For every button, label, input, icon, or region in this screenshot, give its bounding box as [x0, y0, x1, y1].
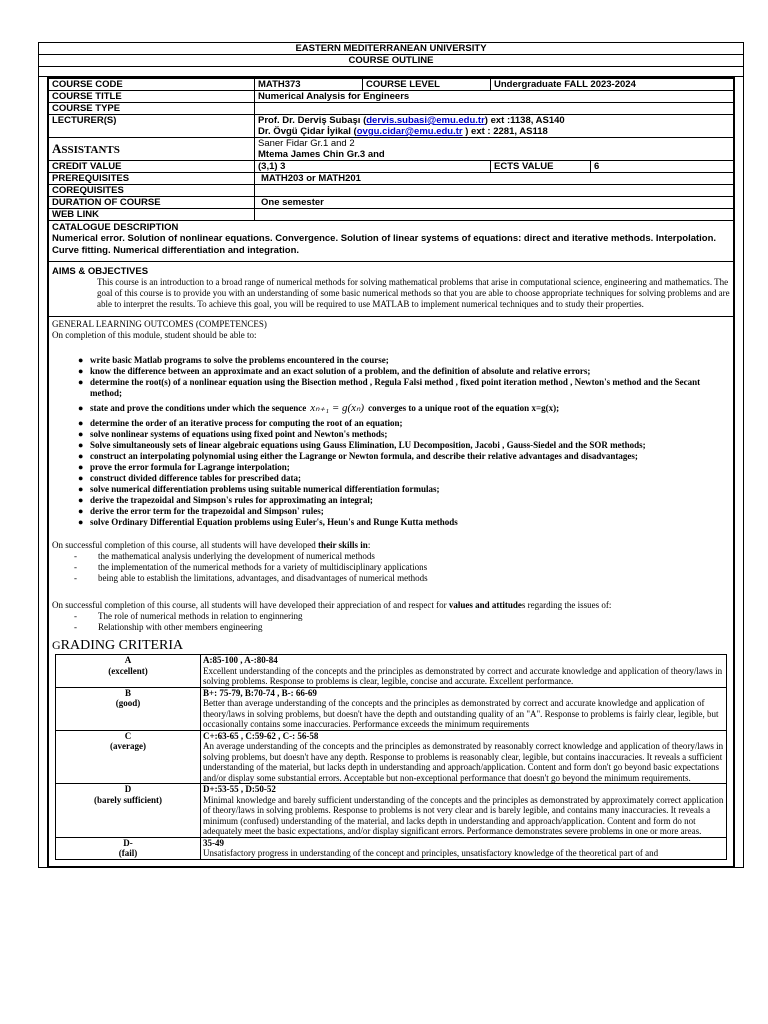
outcome-text: know the difference between an approximate and an exact solution of a problem, and the definition of absolute and relative errors; [90, 366, 591, 376]
bullet-icon: ● [78, 355, 84, 365]
course-info-table [48, 78, 734, 221]
document-header [39, 43, 743, 77]
value-text: The role of numerical methods in relation to enginnering [98, 611, 303, 621]
outcome-item [78, 377, 730, 399]
outcome-item [78, 462, 730, 473]
ects-value: 6 [591, 161, 734, 173]
skills-intro [52, 540, 730, 551]
sequence-equation: xₙ₊₁ = g(xₙ) [310, 402, 365, 414]
credit-value: (3,1) 3 [255, 161, 491, 173]
outcome-item [78, 495, 730, 506]
row-duration [49, 197, 734, 209]
grade-label: (average) [110, 741, 146, 751]
aims-title: AIMS & OBJECTIVES [52, 266, 149, 277]
outcome-item [78, 355, 730, 366]
lecturers-label: LECTURER(S) [49, 115, 255, 138]
outcome-item [78, 473, 730, 484]
prereq-label: PREREQUISITES [49, 173, 255, 185]
course-code-label: COURSE CODE [49, 79, 255, 91]
grade-desc-cell [201, 687, 727, 730]
course-level-label: COURSE LEVEL [363, 79, 491, 91]
grade-row [56, 784, 727, 838]
bullet-icon: ● [78, 418, 84, 428]
weblink-value[interactable] [255, 209, 734, 221]
course-title-label: COURSE TITLE [49, 91, 255, 103]
sequence-text-after: converges to a unique root of the equation x=g(x); [368, 403, 560, 413]
grade-range: 35-49 [203, 837, 224, 848]
lecturer-1-contact: ) ext :1138, AS140 [484, 115, 565, 126]
dash-icon: - [74, 551, 77, 561]
row-course-code [49, 79, 734, 91]
value-item [74, 622, 730, 633]
grade-range: D+:53-55 , D:50-52 [203, 784, 276, 794]
grade-cell [56, 837, 201, 859]
weblink-label: WEB LINK [49, 209, 255, 221]
aims-section [48, 262, 734, 317]
sequence-text-before: state and prove the conditions under which the sequence [90, 403, 307, 413]
bullet-icon: ● [78, 473, 84, 483]
grade-letter: D- [123, 837, 133, 848]
grade-row [56, 687, 727, 730]
outcome-text: derive the error term for the trapezoidal and Simpson' rules; [90, 506, 324, 516]
outcomes-intro: On completion of this module, student should be able to: [52, 330, 257, 340]
skill-item [74, 562, 730, 573]
dash-icon: - [74, 611, 77, 621]
catalogue-section [48, 221, 734, 262]
skill-text: being able to establish the limitations, advantages, and disadvantages of numerical methods [98, 573, 428, 583]
course-level-value: Undergraduate FALL 2023-2024 [491, 79, 734, 91]
bullet-icon: ● [78, 366, 84, 376]
grade-range: B+: 75-79, B:70-74 , B-: 66-69 [203, 687, 317, 698]
outcome-item-sequence [78, 403, 730, 414]
aims-text: This course is an introduction to a broad range of numerical methods for solving mathematical problems that arise in computational science, engineering and mathematics. The goal of this course is to provide you with an understanding of some basic numerical methods so that you are able to choose appropriate techniques for solving problems and are able to interpret the results. To achieve this goal, you will be required to use MATLAB to implement numerical techniques and to study their properties. [97, 277, 730, 309]
skill-text: the implementation of the numerical methods for a variety of multidisciplinary applications [98, 562, 428, 572]
grade-description: An average understanding of the concepts and the principles as demonstrated by reasonably correct knowledge and application of theory/laws in solving problems, but doesn't have any depth. Response to problems is reasonably clear, legible, but contains inaccuracies. It reveals a sufficient understanding of the material, but lacks depth in understanding and approach/application. Content and form don't go beyond basic expectations and/or display some substantial errors. Acceptable but non-exceptional performance that doesn't go beyond the minimum requirements. [203, 741, 724, 783]
outcome-text: derive the trapezoidal and Simpson's rules for approximating an integral; [90, 495, 373, 505]
grade-row [56, 655, 727, 688]
values-intro-end: s regarding the issues of: [521, 600, 612, 610]
row-course-title [49, 91, 734, 103]
grade-label: (barely sufficient) [93, 794, 163, 805]
outcome-text: write basic Matlab programs to solve the problems encountered in the course; [90, 355, 389, 365]
outline-frame [38, 42, 744, 868]
lecturer-1 [258, 115, 730, 126]
university-name: EASTERN MEDITERRANEAN UNIVERSITY [39, 43, 743, 55]
grade-label: (good) [115, 698, 141, 708]
outcome-text: prove the error formula for Lagrange interpolation; [90, 462, 290, 472]
value-text: Relationship with other members engineering [98, 622, 263, 632]
ects-label: ECTS VALUE [491, 161, 591, 173]
row-prerequisites [49, 173, 734, 185]
lecturer-1-email-link[interactable]: dervis.subasi@emu.edu.tr [366, 115, 485, 126]
lecturer-1-name: Prof. Dr. Derviş Subaşı ( [258, 115, 367, 126]
skills-intro-text: On successful completion of this course, all students will have developed [52, 540, 318, 550]
credit-label: CREDIT VALUE [49, 161, 255, 173]
values-intro-text: On successful completion of this course, all students will have developed their appreciation of and respect for [52, 600, 449, 610]
grade-cell [56, 655, 201, 688]
course-outline-page [38, 42, 744, 868]
skills-intro-end: : [367, 540, 371, 550]
grade-letter: C [124, 730, 132, 741]
bullet-icon: ● [78, 440, 84, 450]
course-title-value: Numerical Analysis for Engineers [255, 91, 734, 103]
grade-range: C+:63-65 , C:59-62 , C-: 56-58 [203, 730, 319, 741]
document-title: COURSE OUTLINE [39, 55, 743, 67]
outcome-text: solve numerical differentiation problems using suitable numerical differentiation formulas; [90, 484, 440, 494]
grading-title-initial: G [52, 638, 61, 652]
outcome-item [78, 429, 730, 440]
lecturer-2 [258, 126, 730, 137]
grade-desc-cell [201, 837, 727, 859]
lecturer-2-name: Dr. Övgü Çidar İyikal ( [258, 126, 357, 137]
assistant-1: Saner Fidar Gr.1 and 2 [258, 138, 355, 149]
duration-label: DURATION OF COURSE [49, 197, 255, 209]
outcome-text: determine the root(s) of a nonlinear equation using the Bisection method , Regula Falsi method , fixed point iteration method , Newton's method and the Secant method; [90, 377, 701, 398]
coreq-value [255, 185, 734, 197]
outcome-text [90, 403, 559, 414]
outcome-text: solve nonlinear systems of equations using fixed point and Newton's methods; [90, 429, 388, 439]
outcome-item [78, 506, 730, 517]
duration-value: One semester [255, 197, 734, 209]
skill-item [74, 573, 730, 584]
outcome-item [78, 451, 730, 462]
row-lecturers [49, 115, 734, 138]
grade-row [56, 730, 727, 784]
bullet-icon: ● [78, 462, 84, 472]
outcome-text: construct an interpolating polynomial using either the Lagrange or Newton formula, and describe their relative advantages and disadvantages; [90, 451, 638, 461]
course-type-label: COURSE TYPE [49, 103, 255, 115]
row-weblink [49, 209, 734, 221]
row-credit [49, 161, 734, 173]
assistants-label-rest: SSISTANTS [61, 143, 120, 156]
outcome-text: Solve simultaneously sets of linear algebraic equations using Gauss Elimination, LU Decomposition, Jacobi , Gauss-Siedel and the SOR methods; [90, 440, 646, 450]
grade-letter: D [124, 784, 132, 794]
assistants-value [255, 138, 734, 161]
row-assistants [49, 138, 734, 161]
grade-cell [56, 730, 201, 784]
grade-description: Excellent understanding of the concepts and the principles as demonstrated by correct and accurate knowledge and application of theory/laws in solving problems. Response to problems is clear, legible, concise and accurate. Excellent performance. [203, 665, 723, 686]
outcomes-section [48, 317, 734, 867]
grading-title-rest: RADING CRITERIA [60, 638, 184, 653]
grade-desc-cell [201, 730, 727, 784]
prereq-value: MATH203 or MATH201 [255, 173, 734, 185]
outcome-item [78, 366, 730, 377]
catalogue-text: Numerical error. Solution of nonlinear equations. Convergence. Solution of linear systems of equations: direct and iterative methods. Interpolation. Curve fitting. Numerical differentiation and integration. [52, 233, 717, 256]
bullet-icon: ● [78, 495, 84, 505]
bullet-icon: ● [78, 377, 84, 387]
grade-cell [56, 784, 201, 838]
grade-label: (excellent) [108, 665, 148, 676]
bullet-icon: ● [78, 506, 84, 516]
course-type-value [255, 103, 734, 115]
grade-description: Unsatisfactory progress in understanding of the concept and principles, unsatisfactory knowledge of the theoretical part of and [203, 848, 659, 858]
catalogue-title: CATALOGUE DESCRIPTION [52, 222, 179, 233]
outcome-item [78, 418, 730, 429]
lecturer-2-contact: ) ext : 2281, AS118 [462, 126, 548, 137]
lecturer-2-email-link[interactable]: ovgu.cidar@emu.edu.tr [356, 126, 463, 137]
outcome-text: determine the order of an iterative process for computing the root of an equation; [90, 418, 403, 428]
course-code-value: MATH373 [255, 79, 363, 91]
outcome-text: construct divided difference tables for prescribed data; [90, 473, 301, 483]
grade-desc-cell [201, 784, 727, 838]
course-info-section [47, 77, 735, 867]
outcome-item [78, 440, 730, 451]
row-course-type [49, 103, 734, 115]
lecturers-value [255, 115, 734, 138]
outcomes-title: GENERAL LEARNING OUTCOMES (COMPETENCES) [52, 319, 267, 329]
grade-letter: A [124, 655, 132, 665]
grade-range: A:85-100 , A-:80-84 [203, 655, 278, 665]
values-intro-bold: values and attitude [448, 600, 522, 610]
skill-item [74, 551, 730, 562]
assistant-2: Mtema James Chin Gr.3 and [258, 149, 385, 160]
grade-label: (fail) [118, 848, 138, 858]
dash-icon: - [74, 622, 77, 632]
outcome-text: solve Ordinary Differential Equation problems using Euler's, Heun's and Runge Kutta methods [90, 517, 458, 527]
grade-cell [56, 687, 201, 730]
skill-text: the mathematical analysis underlying the development of numerical methods [98, 551, 375, 561]
bullet-icon: ● [78, 484, 84, 494]
outcome-item [78, 517, 730, 528]
grade-letter: B [124, 687, 131, 698]
dash-icon: - [74, 562, 77, 572]
grade-description: Better than average understanding of the concepts and the principles as demonstrated by correct and accurate knowledge and application of theory/laws in solving problems, but doesn't have the depth and outstanding quality of an "A". Response to problems is fairly clear, legible, but occasionally contains some inaccuracies. Performance exceeds the minimum requirements [203, 698, 719, 729]
outcome-item [78, 484, 730, 495]
bullet-icon: ● [78, 451, 84, 461]
bullet-icon: ● [78, 517, 84, 527]
row-corequisites [49, 185, 734, 197]
header-spacer [39, 67, 743, 77]
grade-description: Minimal knowledge and barely sufficient understanding of the concepts and the principles as demonstrated by approximately correct application of theory/laws in solving problems. Response to problems is not very clear and is barely legible, and contains many inaccuracies. It reveals a minimum (confused) understanding of the material, and lacks depth in understanding and approach/application. Content and form do not adequately meet the basic expectations, and/or display significant errors. Performance demonstrates severe problems in one or more areas. [203, 794, 724, 836]
bullet-icon: ● [78, 429, 84, 439]
values-intro [52, 600, 730, 611]
assistants-label-initial: A [52, 140, 62, 156]
grading-table [55, 654, 727, 860]
bullet-icon: ● [78, 403, 84, 413]
grade-desc-cell [201, 655, 727, 688]
grading-title [52, 637, 730, 654]
skills-intro-bold: their skills in [317, 540, 368, 550]
value-item [74, 611, 730, 622]
grade-row [56, 837, 727, 859]
coreq-label: COREQUISITES [49, 185, 255, 197]
assistants-label [49, 138, 255, 161]
dash-icon: - [74, 573, 77, 583]
